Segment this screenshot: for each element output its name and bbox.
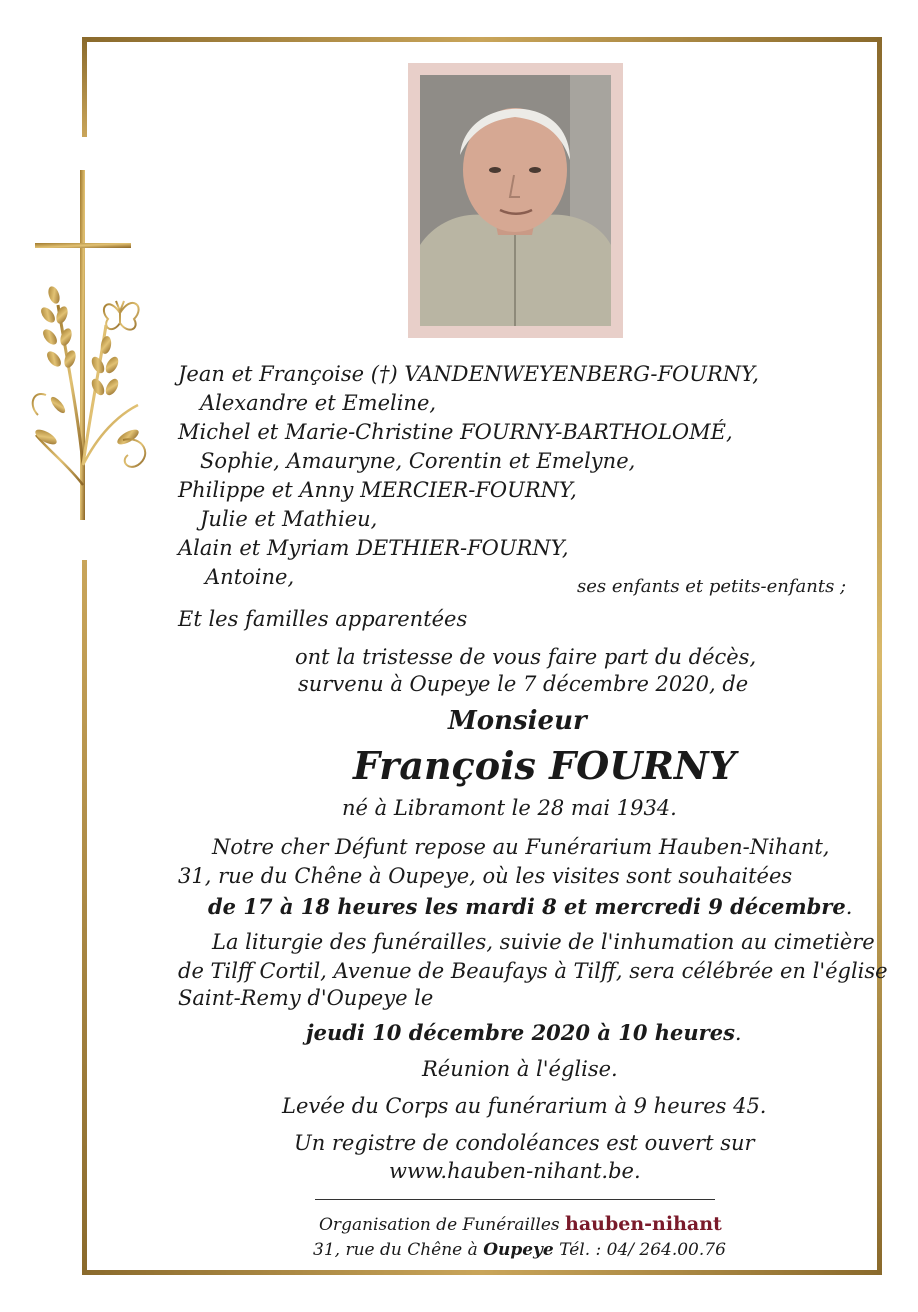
frame-left-bottom xyxy=(82,560,87,1275)
deceased-name: François FOURNY xyxy=(353,743,736,788)
announce-line-1: ont la tristesse de vous faire part du décès, xyxy=(295,645,757,669)
visiting-hours-text: de 17 à 18 heures les mardi 8 et mercredi 9 décembre xyxy=(208,894,846,919)
visiting-hours xyxy=(208,896,852,918)
footer-divider xyxy=(315,1199,715,1200)
funeral-date-text: jeudi 10 décembre 2020 à 10 heures xyxy=(306,1020,735,1045)
title-monsieur: Monsieur xyxy=(448,706,587,736)
family-children-1: Alexandre et Emeline, xyxy=(200,391,437,415)
family-children-2: Sophie, Amauryne, Corentin et Emelyne, xyxy=(200,449,636,473)
family-line-1: Jean et Françoise (†) VANDENWEYENBERG-FOURNY, xyxy=(178,362,759,386)
portrait-photo-frame xyxy=(408,63,623,338)
rest-line-2: 31, rue du Chêne à Oupeye, où les visites sont souhaitées xyxy=(178,864,793,888)
frame-right xyxy=(877,37,882,1275)
related-families: Et les familles apparentées xyxy=(178,607,468,631)
liturgy-line-3: Saint-Remy d'Oupeye le xyxy=(178,986,434,1010)
funeral-date-end: . xyxy=(734,1021,742,1045)
frame-bottom xyxy=(82,1270,882,1275)
footer-organisation xyxy=(319,1215,722,1234)
frame-left-top xyxy=(82,37,87,137)
register-line-1: Un registre de condoléances est ouvert sur xyxy=(294,1131,755,1155)
footer-address-prefix: 31, rue du Chêne à xyxy=(313,1240,478,1260)
liturgy-line-1: La liturgie des funérailles, suivie de l'inhumation au cimetière xyxy=(212,930,875,954)
portrait-photo xyxy=(420,75,611,326)
footer-address xyxy=(313,1242,726,1259)
meeting-info: Réunion à l'église. xyxy=(422,1057,618,1081)
birth-info: né à Libramont le 28 mai 1934. xyxy=(342,796,677,820)
family-line-3: Philippe et Anny MERCIER-FOURNY, xyxy=(178,478,577,502)
liturgy-line-2: de Tilff Cortil, Avenue de Beaufays à Tilff, sera célébrée en l'église xyxy=(178,959,888,983)
announce-line-2: survenu à Oupeye le 7 décembre 2020, de xyxy=(298,672,749,696)
family-line-4: Alain et Myriam DETHIER-FOURNY, xyxy=(178,536,569,560)
levee-info: Levée du Corps au funérarium à 9 heures 45. xyxy=(282,1094,767,1118)
register-website[interactable]: www.hauben-nihant.be. xyxy=(389,1159,641,1183)
footer-brand-logo: hauben-nihant xyxy=(565,1213,722,1235)
funeral-date xyxy=(306,1022,742,1044)
portrait-image xyxy=(420,75,611,326)
footer-phone: Tél. : 04/ 264.00.76 xyxy=(559,1240,726,1260)
family-line-2: Michel et Marie-Christine FOURNY-BARTHOLOMÉ, xyxy=(178,420,733,444)
rest-line-1: Notre cher Défunt repose au Funérarium Hauben-Nihant, xyxy=(212,835,830,859)
footer-address-city: Oupeye xyxy=(483,1240,554,1260)
visiting-hours-end: . xyxy=(845,895,853,919)
relation-text: ses enfants et petits-enfants ; xyxy=(577,576,847,597)
cross-wheat-butterfly-icon xyxy=(28,165,158,525)
family-children-3: Julie et Mathieu, xyxy=(200,507,378,531)
frame-top xyxy=(82,37,882,42)
footer-org-label: Organisation de Funérailles xyxy=(319,1215,560,1235)
family-children-4: Antoine, xyxy=(205,565,295,589)
